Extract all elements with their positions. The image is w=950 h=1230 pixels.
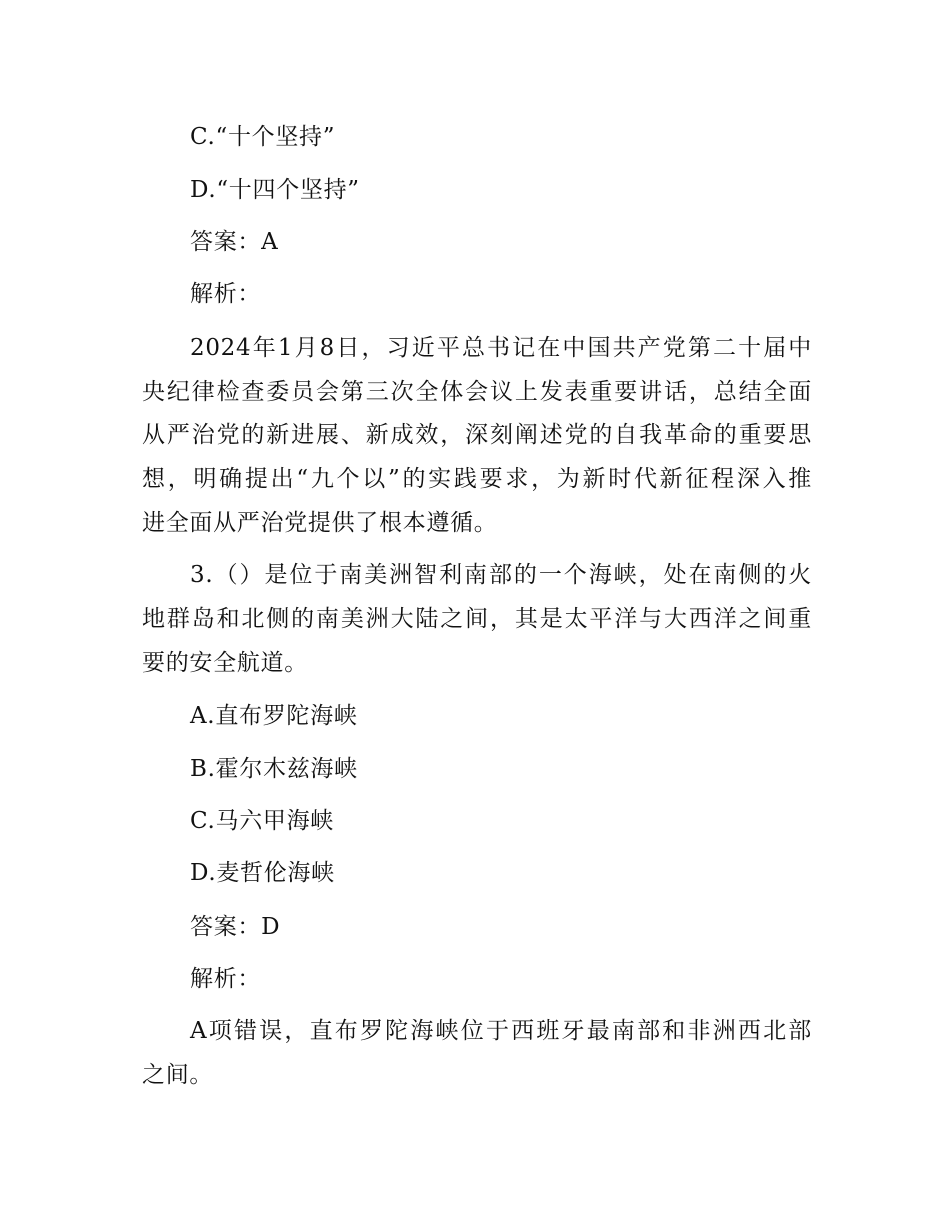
q2-analysis-line-2: 央纪律检查委员会第三次全体会议上发表重要讲话，总结全面: [142, 379, 812, 405]
q2-analysis-line-3: 从严治党的新进展、新成效，深刻阐述党的自我革命的重要思: [142, 422, 812, 448]
q2-option-d: D.“十四个坚持”: [190, 177, 360, 203]
q3-answer: 答案：D: [190, 914, 281, 940]
q3-analysis-label: 解析：: [190, 966, 262, 992]
q3-question-line-3: 要的安全航道。: [142, 650, 308, 676]
q3-analysis-line-1: A项错误，直布罗陀海峡位于西班牙最南部和非洲西北部: [190, 1018, 812, 1044]
q2-answer: 答案：A: [190, 229, 279, 255]
q2-analysis-line-1: 2024年1月8日，习近平总书记在中国共产党第二十届中: [190, 335, 812, 361]
q3-option-a: A.直布罗陀海峡: [190, 703, 358, 729]
q3-option-d: D.麦哲伦海峡: [190, 860, 335, 886]
q2-option-c: C.“十个坚持”: [190, 124, 336, 150]
q3-question-line-2: 地群岛和北侧的南美洲大陆之间，其是太平洋与大西洋之间重: [142, 606, 812, 632]
q3-question-line-1: 3.（）是位于南美洲智利南部的一个海峡，处在南侧的火: [190, 562, 812, 588]
q3-analysis-line-2: 之间。: [142, 1062, 214, 1088]
q2-analysis-label: 解析：: [190, 281, 262, 307]
q2-analysis-line-4: 想，明确提出“九个以”的实践要求，为新时代新征程深入推: [142, 466, 812, 492]
q3-option-b: B.霍尔木兹海峡: [190, 756, 358, 782]
q2-analysis-line-5: 进全面从严治党提供了根本遵循。: [142, 510, 498, 536]
q3-option-c: C.马六甲海峡: [190, 808, 334, 834]
